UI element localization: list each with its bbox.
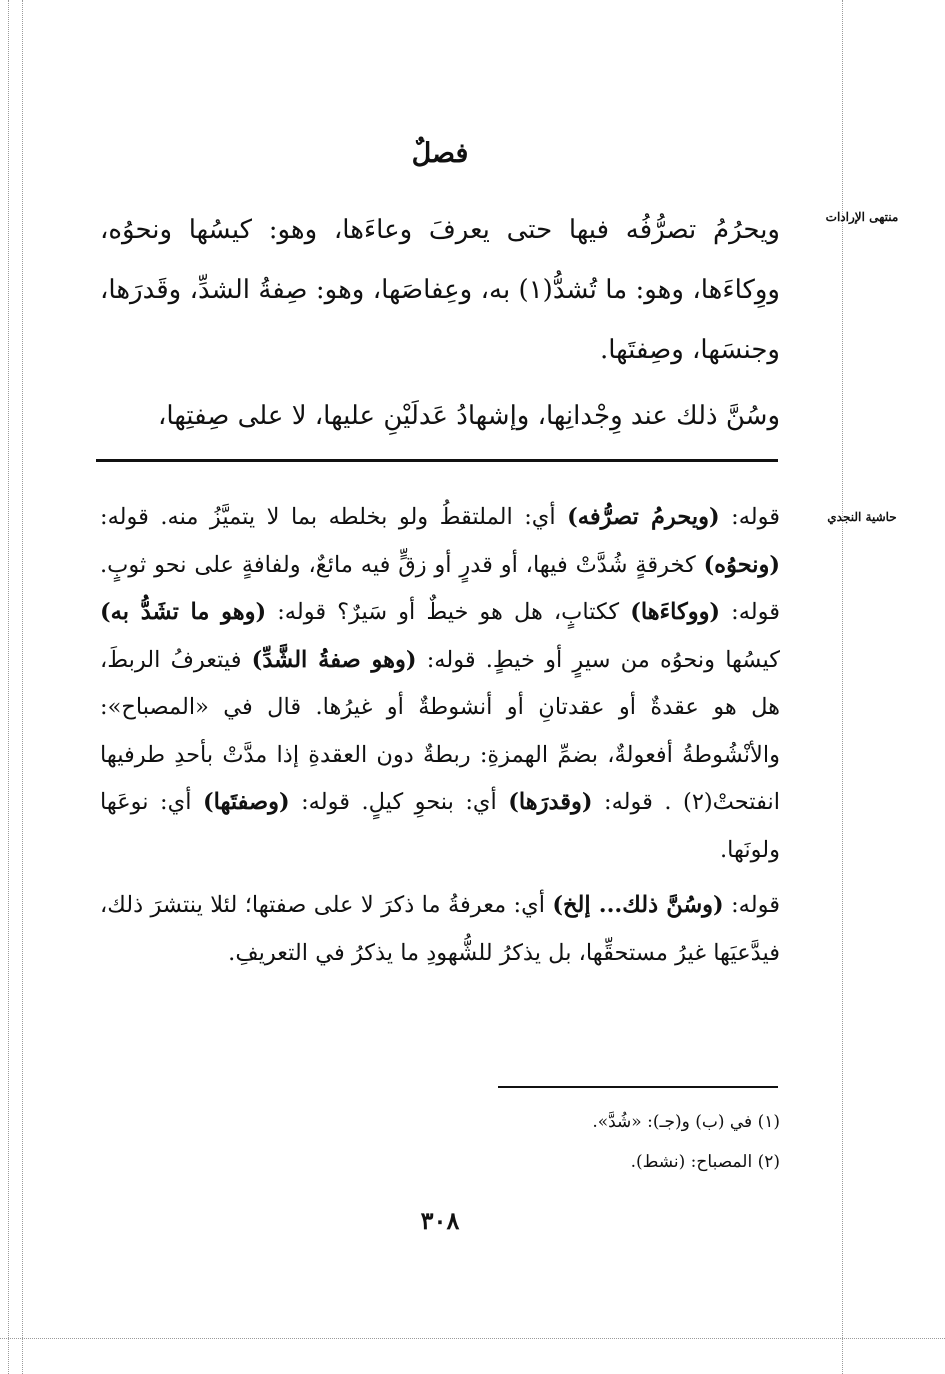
quoted-lemma: (وسُنَّ ذلك... إلخ) xyxy=(552,892,724,918)
quoted-lemma: (وهو صفةُ الشَّدِّ) xyxy=(251,646,417,673)
quoted-lemma: (وصفتَها) xyxy=(202,789,290,815)
quoted-lemma: (ووكاءَها) xyxy=(630,599,721,625)
commentary-run: كخرقةٍ شُدَّتْ فيها، أو قدرٍ أو زقٍّ فيه مائعٌ، ولفافةٍ على نحو ثوبٍ. قوله: xyxy=(100,551,780,625)
commentary-paragraph xyxy=(100,494,780,874)
section-title: فصلٌ xyxy=(411,138,469,169)
commentary-run: أي: نوعَها ولونَها. xyxy=(100,789,780,863)
commentary-paragraph xyxy=(100,882,780,977)
scan-edge-line xyxy=(0,1338,945,1339)
commentary-run: أي: الملتقطُ ولو بخلطه بما لا يتميَّزُ منه. قوله: xyxy=(100,504,568,530)
main-paragraph: وسُنَّ ذلك عند وِجْدانِها، وإشهادُ عَدلَيْنِ عليها، لا على صِفتِها، xyxy=(158,401,780,431)
page-number: ٣٠٨ xyxy=(420,1206,460,1235)
commentary-text xyxy=(100,494,780,977)
quoted-lemma: (ويحرمُ تصرُّفه) xyxy=(567,504,720,530)
scan-edge-line xyxy=(842,0,843,1374)
commentary-run: ككتابٍ، هل هو خيطٌ أو سَيرٌ؟ قوله: xyxy=(266,599,631,625)
main-paragraph: ويحرُمُ تصرُّفُه فيها حتى يعرفَ وعاءَها، وهو: كيسُها ونحوُه، ووِكاءَها، وهو: ما تُشدُّ(١) به، وعِفاصَها، وهو: صِفةُ الشدِّ، وقَدرَها، وجنسَها، وصِفتَها. xyxy=(100,215,780,365)
commentary-run: قوله: xyxy=(723,892,780,918)
main-text xyxy=(100,200,780,446)
commentary-run: قوله: xyxy=(719,504,780,530)
commentary-run: أي: بنحوِ كيلٍ. قوله: xyxy=(289,789,509,815)
side-label-main-text: منتهى الإرادات xyxy=(825,210,899,224)
quoted-lemma: (ونحوُه) xyxy=(703,551,780,578)
side-label-commentary: حاشية النجدي xyxy=(827,510,897,524)
footnotes xyxy=(100,1107,780,1187)
quoted-lemma: (وهو ما تشَدُّ به) xyxy=(100,599,267,625)
commentary-run: فيتعرفُ الربطَ، هل هو عقدةٌ أو عقدتانِ أو أنشوطةٌ أو غيرُها. قال في «المصباح»: والأنْشُوطةُ أفعولةٌ، بضمِّ الهمزةِ: ربطةٌ دون العقدةِ إذا مدَّتْ بأحدِ طرفيها انفتحتْ(٢) . قوله: xyxy=(100,646,780,815)
footnote: (٢) المصباح: (نشط). xyxy=(630,1152,780,1172)
footnote: (١) في (ب) و(جـ): «شُدَّ». xyxy=(592,1112,780,1132)
commentary-run: كيسُها ونحوُه من سيرٍ أو خيطٍ. قوله: xyxy=(416,646,780,673)
quoted-lemma: (وقدرَها) xyxy=(508,789,593,815)
scan-edge-line xyxy=(22,0,23,1374)
commentary-run: أي: معرفةُ ما ذكرَ لا على صفتها؛ لئلا ينتشرَ ذلك، فيدَّعيَها غيرُ مستحقِّها، بل يذكرُ للشُّهودِ ما يذكرُ في التعريفِ. xyxy=(100,892,780,966)
footnote-divider xyxy=(498,1086,778,1088)
main-commentary-divider xyxy=(96,459,778,462)
scan-edge-line xyxy=(8,0,9,1374)
